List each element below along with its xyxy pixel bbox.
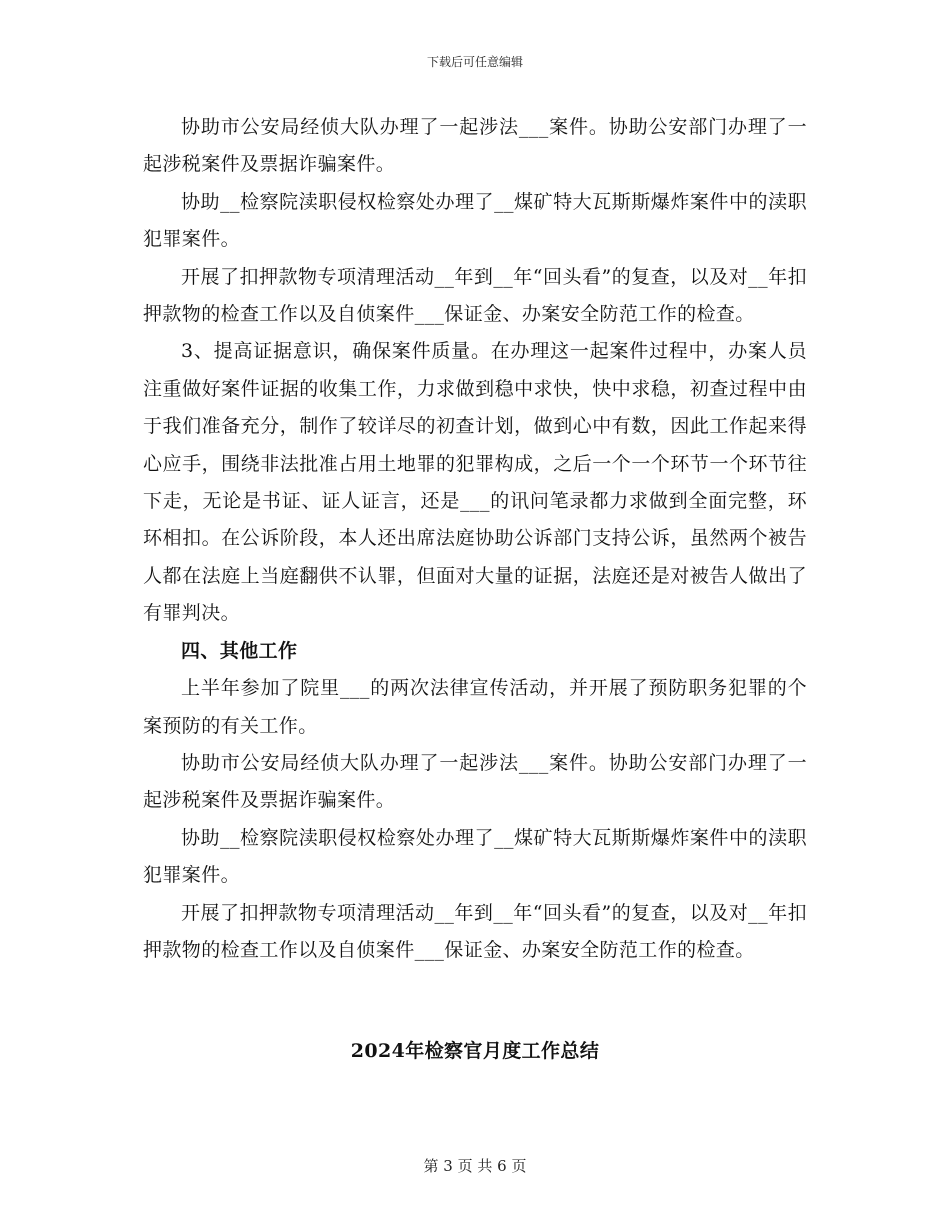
document-title: 2024年检察官月度工作总结 — [350, 1040, 600, 1062]
paragraph-4: 3、提高证据意识，确保案件质量。在办理这一起案件过程中，办案人员注重做好案件证据的收集工作，力求做到稳中求快，快中求稳，初查过程中由于我们准备充分，制作了较详尽的初查计划，做到心中有数，因此工作起来得心应手，围绕非法批准占用土地罪的犯罪构成，之后一个一个环节一个环节往下走，无论是书证、证人证言，还是___的讯问笔录都力求做到全面完整，环环相扣。在公诉阶段，本人还出席法庭协助公诉部门支持公诉，虽然两个被告人都在法庭上当庭翻供不认罪，但面对大量的证据，法庭还是对被告人做出了有罪判决。 — [143, 340, 807, 625]
header-note: 下载后可任意编辑 — [426, 55, 523, 69]
section-heading: 四、其他工作 — [181, 639, 298, 662]
paragraph-5: 上半年参加了院里___的两次法律宣传活动，并开展了预防职务犯罪的个案预防的有关工作。 — [143, 677, 807, 737]
paragraph-1: 协助市公安局经侦大队办理了一起涉法___案件。协助公安部门办理了一起涉税案件及票据诈骗案件。 — [143, 116, 807, 176]
paragraph-3: 开展了扣押款物专项清理活动__年到__年“回头看”的复查，以及对__年扣押款物的检查工作以及自侦案件___保证金、办案安全防范工作的检查。 — [143, 265, 807, 326]
page-number: 第 3 页 共 6 页 — [423, 1157, 527, 1175]
paragraph-2: 协助__检察院渎职侵权检察处办理了__煤矿特大瓦斯斯爆炸案件中的渎职犯罪案件。 — [143, 190, 807, 251]
document-body — [143, 109, 807, 969]
paragraph-8: 开展了扣押款物专项清理活动__年到__年“回头看”的复查，以及对__年扣押款物的检查工作以及自侦案件___保证金、办案安全防范工作的检查。 — [143, 901, 807, 961]
paragraph-7: 协助__检察院渎职侵权检察处办理了__煤矿特大瓦斯斯爆炸案件中的渎职犯罪案件。 — [143, 826, 807, 887]
paragraph-6: 协助市公安局经侦大队办理了一起涉法___案件。协助公安部门办理了一起涉税案件及票据诈骗案件。 — [143, 751, 807, 812]
